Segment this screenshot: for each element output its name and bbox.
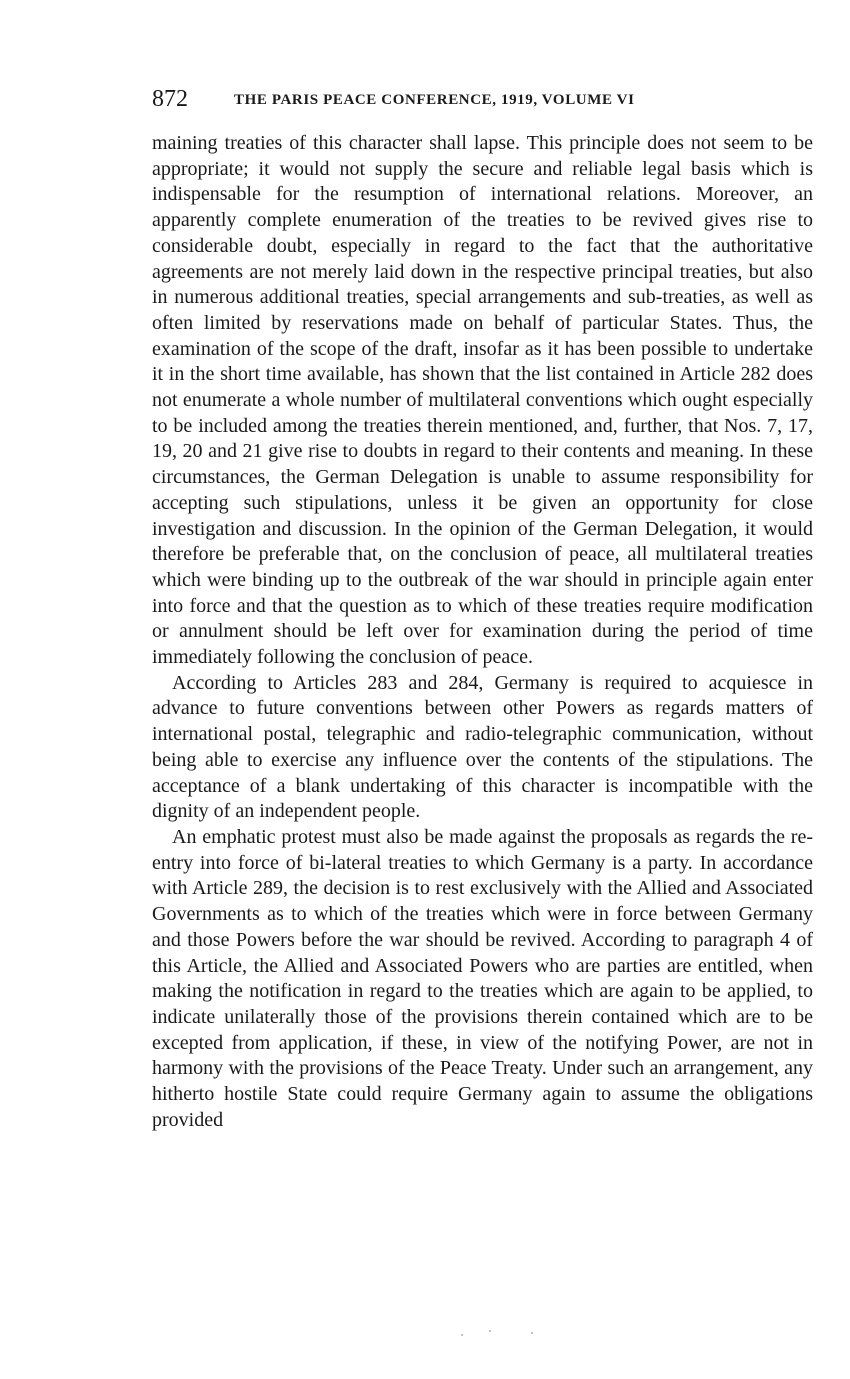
paragraph-articles-283-284: According to Articles 283 and 284, Germany is required to acquiesce in advance to future conventions between other Powers as regards matters of international postal, telegraphic and radio-telegraphic communication, without being able to exercise any influence over the contents of the stipulations. The acceptance of a blank undertaking of this character is incompatible with the dignity of an independent people. <box>152 671 813 823</box>
speck <box>531 1332 533 1334</box>
speck <box>461 1334 463 1336</box>
page-header <box>152 84 832 114</box>
scan-specks <box>455 1328 545 1338</box>
paragraph-bilateral-treaties: An emphatic protest must also be made against the proposals as regards the re-entry into force of bi-lateral treaties to which Germany is a party. In accordance with Article 289, the decision is to rest exclusively with the Allied and Associated Governments as to which of the treaties which were in force between Germany and those Powers before the war should be revived. According to paragraph 4 of this Article, the Allied and Associated Powers who are parties are entitled, when making the notification in regard to the treaties which are again to be applied, to indicate unilaterally those of the provisions therein contained which are to be excepted from application, if these, in view of the notifying Power, are not in harmony with the provisions of the Peace Treaty. Under such an arrangement, any hitherto hostile State could require Germany again to assume the obligations provided <box>152 825 813 1131</box>
running-title: THE PARIS PEACE CONFERENCE, 1919, VOLUME VI <box>234 92 635 108</box>
paragraph-continued: maining treaties of this character shall lapse. This principle does not seem to be appropriate; it would not supply the secure and reliable legal basis which is indispensable for the resumption of international relations. Moreover, an apparently complete enumeration of the treaties to be revived gives rise to considerable doubt, especially in regard to the fact that the authoritative agreements are not merely laid down in the respective principal treaties, but also in numerous additional treaties, special arrangements and sub-treaties, as well as often limited by reservations made on behalf of particular States. Thus, the examination of the scope of the draft, insofar as it has been possible to undertake it in the short time available, has shown that the list contained in Article 282 does not enumerate a whole number of multilateral conventions which ought especially to be included among the treaties therein mentioned, and, further, that Nos. 7, 17, 19, 20 and 21 give rise to doubts in regard to their contents and meaning. In these circumstances, the German Delegation is unable to assume responsibility for accepting such stipulations, unless it be given an opportunity for close investigation and discussion. In the opinion of the German Delegation, it would therefore be preferable that, on the conclusion of peace, all multilateral treaties which were binding up to the outbreak of the war should in principle again enter into force and that the question as to which of these treaties require modification or annulment should be left over for examination during the period of time immediately following the conclusion of peace. <box>152 132 813 669</box>
speck <box>489 1330 491 1332</box>
page-number: 872 <box>152 86 188 112</box>
body-text <box>152 131 813 1133</box>
